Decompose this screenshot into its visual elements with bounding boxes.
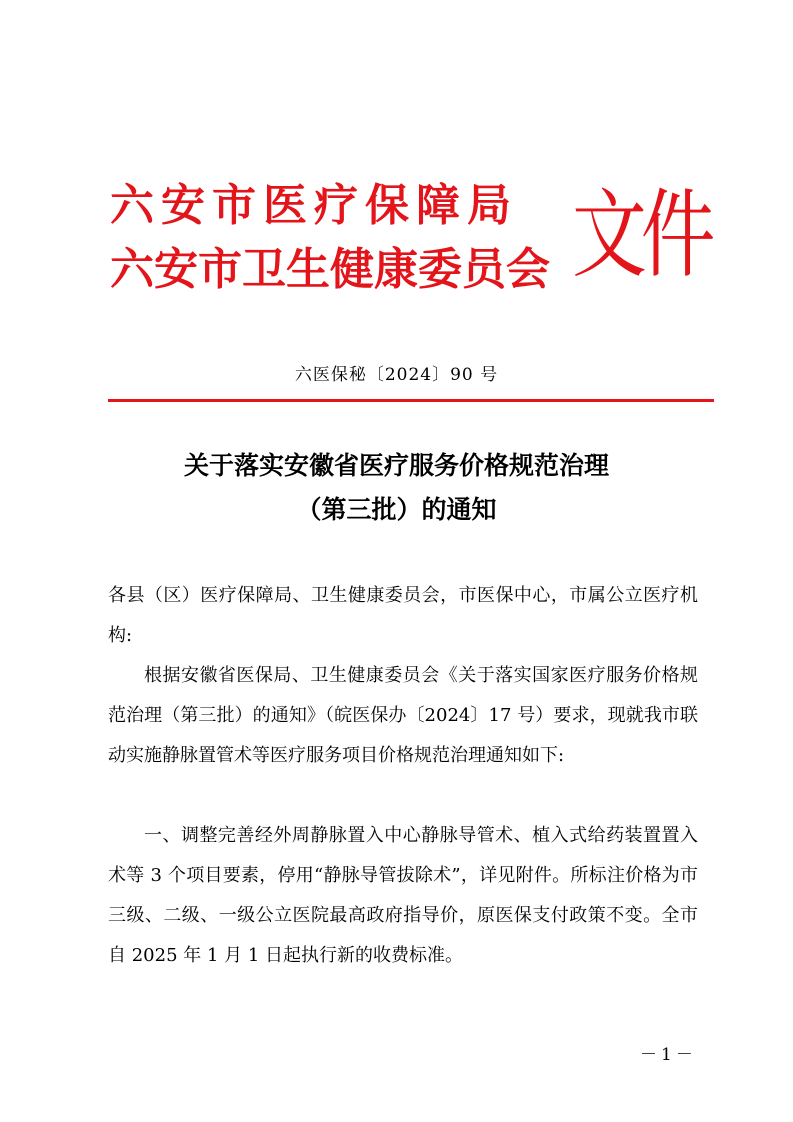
document-title-line-1: 关于落实安徽省医疗服务价格规范治理 <box>183 451 609 480</box>
issuing-org-line-2: 六安市卫生健康委员会 <box>110 244 550 295</box>
issuing-org-line-1: 六安市医疗保障局 <box>110 180 518 231</box>
red-divider-line <box>108 399 714 402</box>
document-number: 六医保秘〔2024〕90 号 <box>294 365 499 385</box>
paragraph-2: 一、调整完善经外周静脉置入中心静脉导管术、植入式给药装置置入术等 3 个项目要素，停用“静脉导管拔除术”，详见附件。所标注价格为市三级、二级、一级公立医院最高政府指导价，原医保支付政策不变。全市自 2025 年 1 月 1 日起执行新的收费标准。 <box>108 825 698 966</box>
page-number: －1－ <box>640 1045 697 1065</box>
document-type-mark: 文件 <box>572 179 710 291</box>
document-title-line-2: （第三批）的通知 <box>296 495 497 524</box>
paragraph-1: 根据安徽省医保局、卫生健康委员会《关于落实国家医疗服务价格规范治理（第三批）的通知》（皖医保办〔2024〕17 号）要求，现就我市联动实施静脉置管术等医疗服务项目价格规范治理通知如下: <box>108 665 698 766</box>
salutation: 各县（区）医疗保障局、卫生健康委员会，市医保中心，市属公立医疗机构: <box>108 585 698 646</box>
